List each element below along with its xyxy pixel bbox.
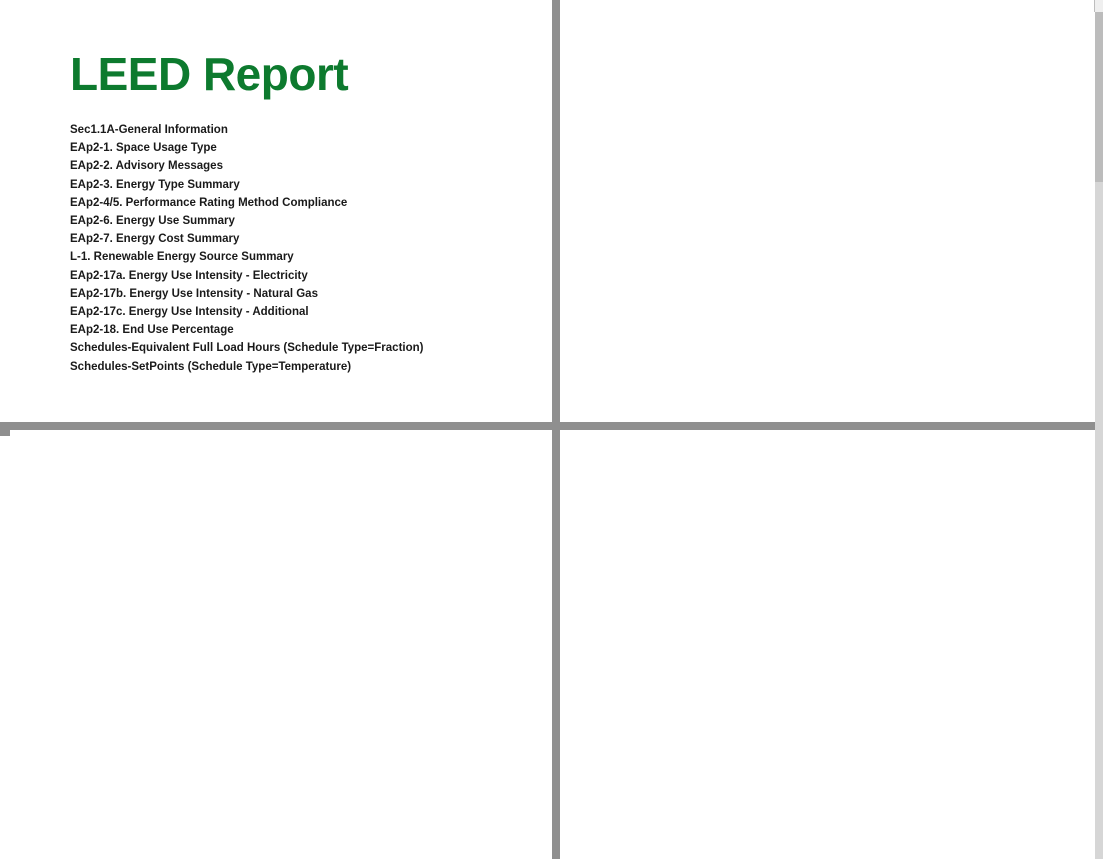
page-energy-use-sheet: [560, 430, 1095, 859]
vertical-scrollbar[interactable]: [1095, 0, 1103, 859]
toc-item[interactable]: Sec1.1A-General Information: [70, 124, 228, 136]
page-title-sheet: [0, 0, 552, 422]
toc-item[interactable]: EAp2-6. Energy Use Summary: [70, 215, 235, 228]
toc-item[interactable]: L-1. Renewable Energy Source Summary: [70, 251, 294, 264]
page-prm-sheet: [0, 430, 552, 859]
toc-item[interactable]: EAp2-3. Energy Type Summary: [70, 178, 240, 191]
toc-item[interactable]: EAp2-18. End Use Percentage: [70, 324, 234, 337]
toc-item[interactable]: EAp2-1. Space Usage Type: [70, 142, 217, 155]
toc-item[interactable]: EAp2-17c. Energy Use Intensity - Additional: [70, 306, 309, 319]
page-general-info-sheet: [560, 0, 1095, 422]
page-gap-horizontal: [0, 422, 1103, 430]
toc-item[interactable]: EAp2-2. Advisory Messages: [70, 160, 223, 173]
toc-item[interactable]: Schedules-SetPoints (Schedule Type=Temperature): [70, 360, 352, 373]
toc-item[interactable]: EAp2-7. Energy Cost Summary: [70, 233, 240, 246]
toc-item[interactable]: Schedules-Equivalent Full Load Hours (Schedule Type=Fraction): [70, 342, 424, 355]
table-of-contents: [70, 121, 510, 376]
toc-item[interactable]: EAp2-17a. Energy Use Intensity - Electricity: [70, 269, 308, 282]
toc-item[interactable]: EAp2-4/5. Performance Rating Method Compliance: [70, 196, 348, 209]
page-title: LEED Report: [70, 48, 349, 100]
toc-item[interactable]: EAp2-17b. Energy Use Intensity - Natural Gas: [70, 287, 318, 300]
page-nav-handle[interactable]: [0, 424, 10, 436]
scroll-up-arrow-icon[interactable]: [1094, 0, 1103, 12]
scrollbar-thumb[interactable]: [1095, 12, 1103, 182]
